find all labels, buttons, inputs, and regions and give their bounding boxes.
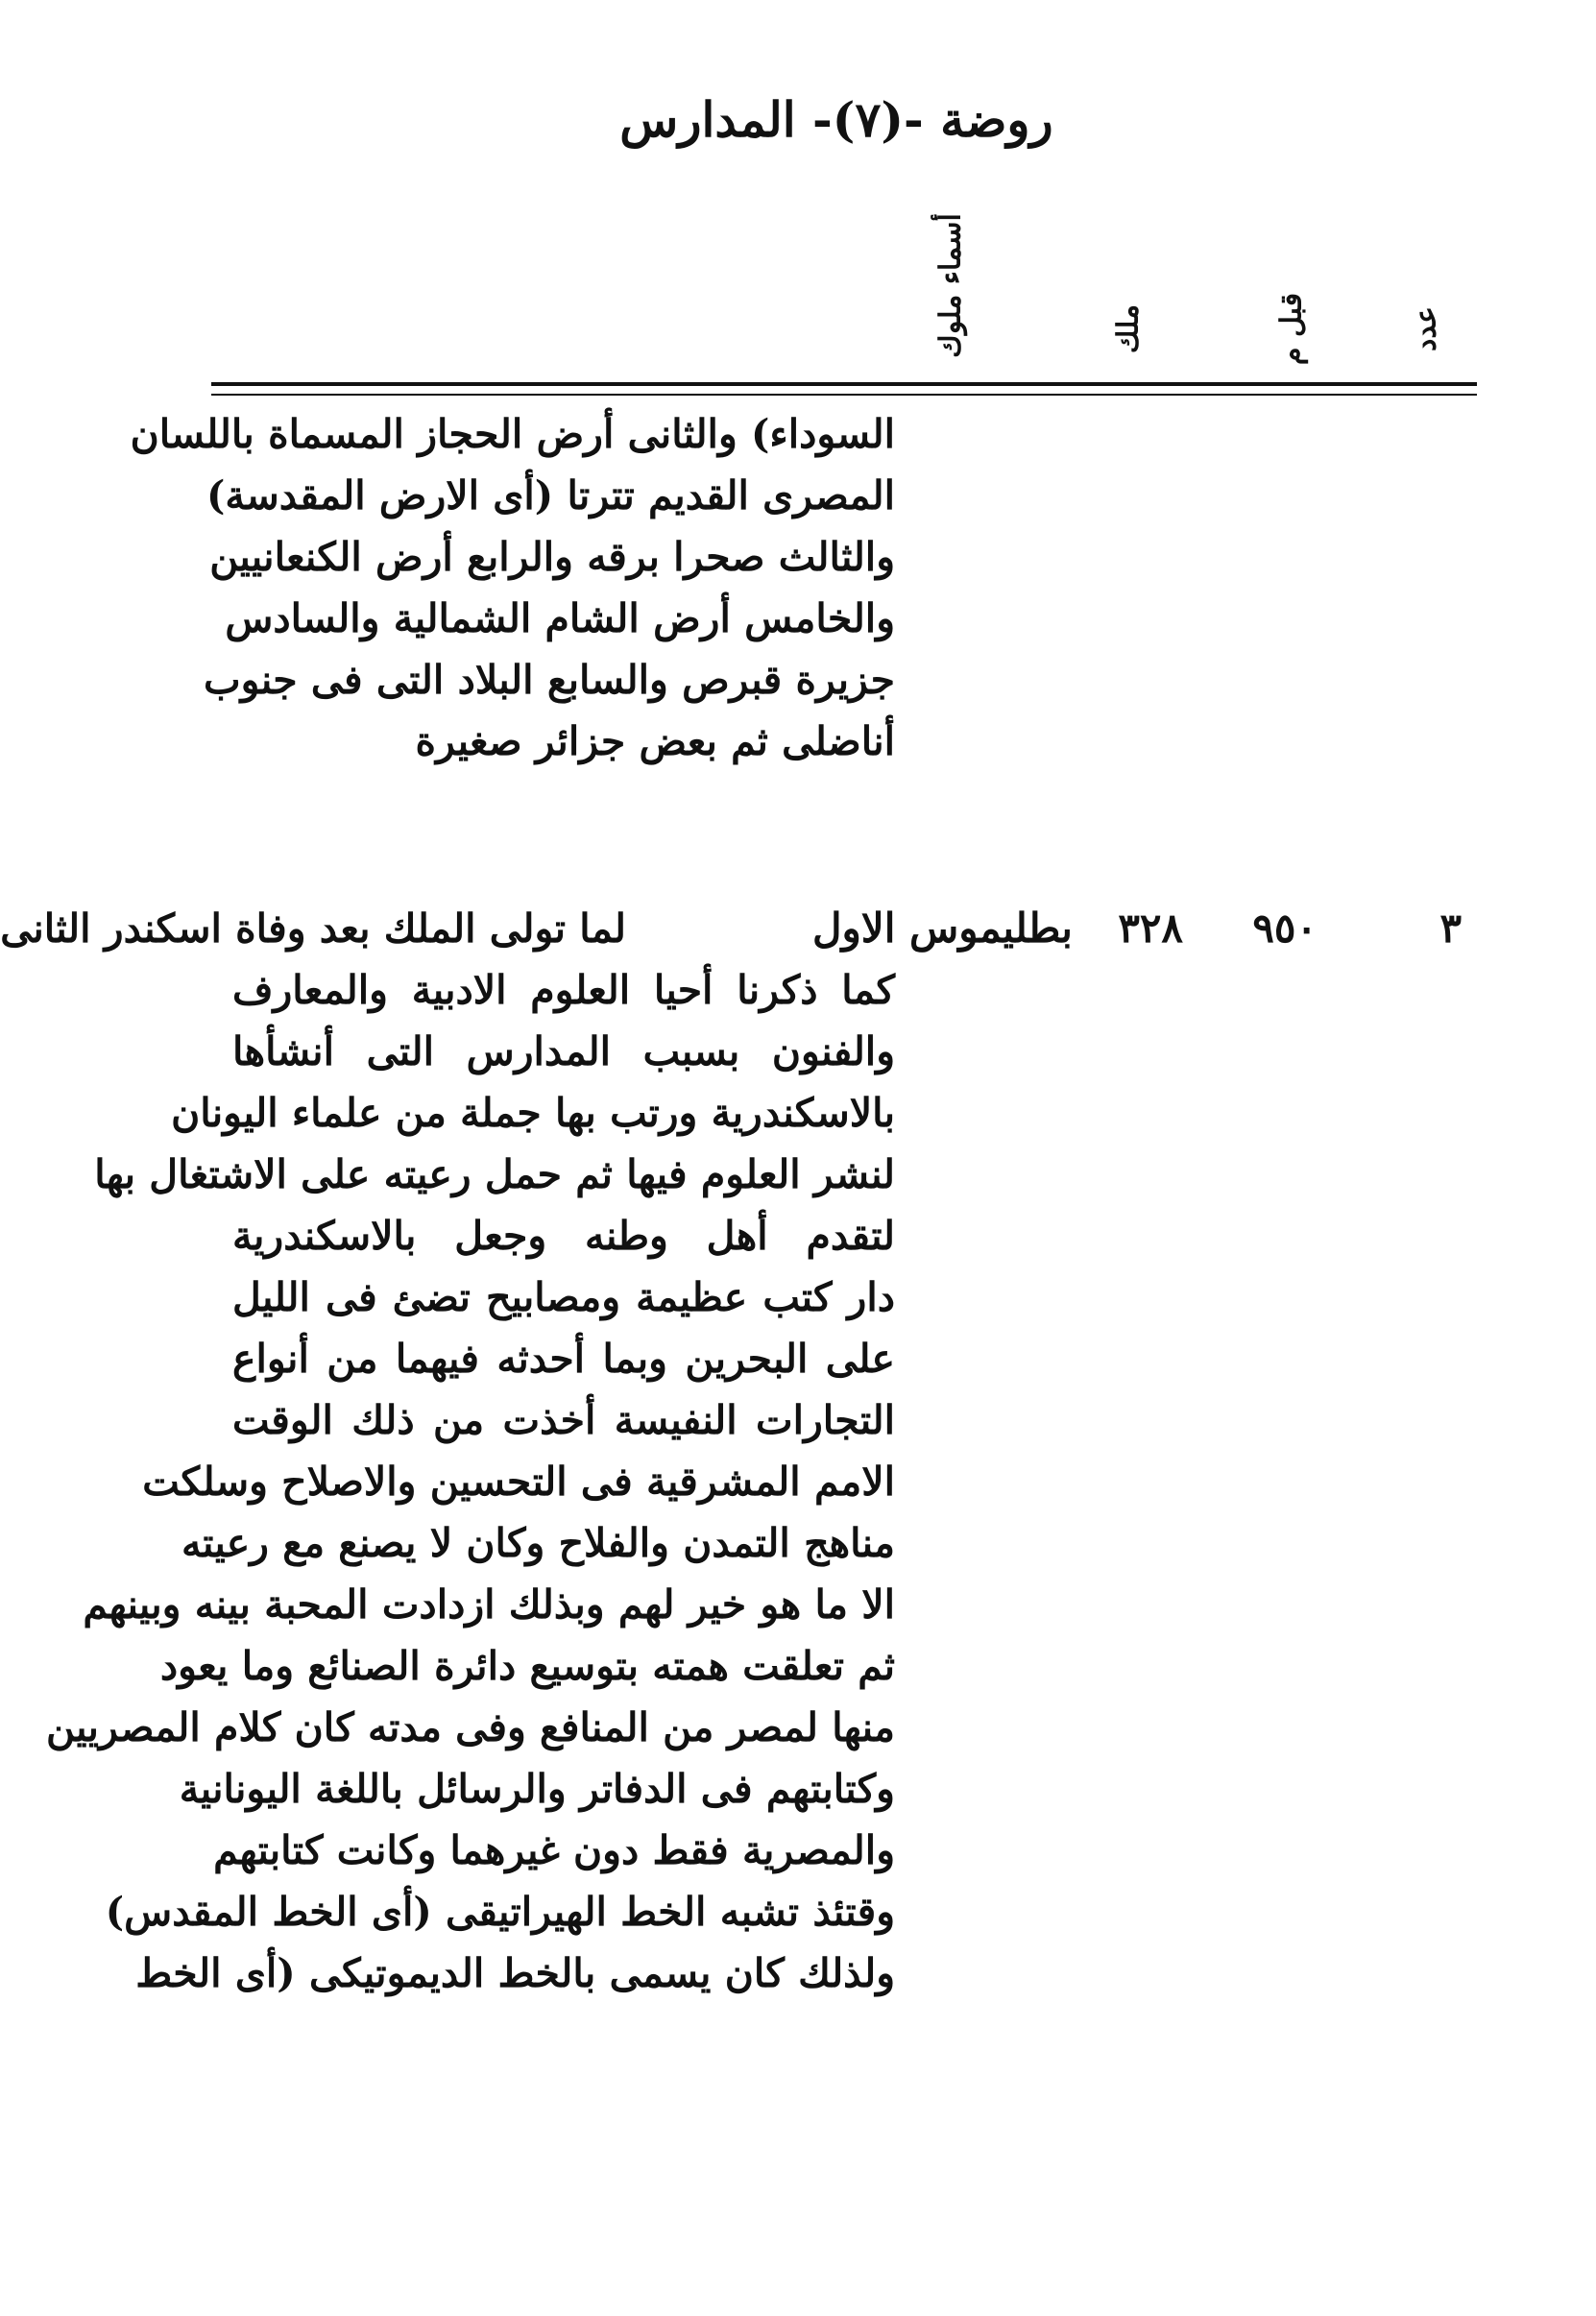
header-rule-thin xyxy=(211,394,1477,396)
text-line: دار كتب عظيمة ومصابيح تضئ فى الليل xyxy=(232,1274,895,1320)
entry-reign: ٣٢٨ xyxy=(1118,905,1183,952)
text-line: لتقدم أهل وطنه وجعل بالاسكندرية xyxy=(232,1213,895,1259)
text-line: وقتئذ تشبه الخط الهيراتيقى (أى الخط المقدس) xyxy=(105,1889,895,1935)
body-text-block xyxy=(0,898,895,2004)
text-line: لنشر العلوم فيها ثم حمل رعيته على الاشتغال بها xyxy=(94,1151,895,1197)
entry-king-name: بطليموس الاول xyxy=(811,905,1073,952)
entry-number: ٣ xyxy=(1439,905,1462,952)
text-line: الا ما هو خير لهم وبذلك ازدادت المحبة بينه وبينهم xyxy=(83,1581,895,1628)
body-text-block xyxy=(130,403,895,772)
text-line: جزيرة قبرص والسابع البلاد التى فى جنوب xyxy=(204,657,895,703)
entry-year-bc: ٩٥٠ xyxy=(1252,905,1318,952)
text-line: والمصرية فقط دون غيرهما وكانت كتابتهم xyxy=(213,1827,895,1873)
text-line: ولذلك كان يسمى بالخط الديموتيكى (أى الخط xyxy=(135,1950,895,1996)
text-line: كما ذكرنا أحيا العلوم الادبية والمعارف xyxy=(232,967,895,1013)
column-header-reign: ملك xyxy=(1111,303,1146,354)
text-line: والثالث صحرا برقه والرابع أرض الكنعانيين xyxy=(209,534,895,580)
text-line: السوداء) والثانى أرض الحجاز المسماة باللسان xyxy=(130,411,895,457)
header-rule xyxy=(211,382,1477,386)
text-line: والفنون بسبب المدارس التى أنشأها xyxy=(232,1028,895,1074)
text-line: التجارات النفيسة أخذت من ذلك الوقت xyxy=(232,1397,895,1443)
text-line: أناضلى ثم بعض جزائر صغيرة xyxy=(415,718,895,764)
text-line: مناهج التمدن والفلاح وكان لا يصنع مع رعيته xyxy=(181,1520,895,1566)
text-line: بالاسكندرية ورتب بها جملة من علماء اليونان xyxy=(171,1090,895,1136)
column-header-year-bc: قبل م xyxy=(1274,292,1309,366)
text-line: الامم المشرقية فى التحسين والاصلاح وسلكت xyxy=(142,1459,895,1505)
text-line: والخامس أرض الشام الشمالية والسادس xyxy=(225,595,895,641)
column-header-king-names: أسماء ملوك xyxy=(933,213,968,358)
running-head: روضة -(٧)- المدارس xyxy=(619,91,1053,148)
text-line: منها لمصر من المنافع وفى مدته كان كلام المصريين xyxy=(45,1704,895,1750)
text-line: على البحرين وبما أحدثه فيهما من أنواع xyxy=(232,1336,895,1382)
text-line: ثم تعلقت همته بتوسيع دائرة الصنائع وما يعود xyxy=(159,1643,895,1689)
text-line: المصرى القديم تترتا (أى الارض المقدسة) xyxy=(206,472,895,519)
text-line: لما تولى الملك بعد وفاة اسكندر الثانى xyxy=(0,905,626,952)
text-line: وكتابتهم فى الدفاتر والرسائل باللغة اليونانية xyxy=(179,1766,895,1812)
column-header-number: عدد xyxy=(1409,306,1443,352)
